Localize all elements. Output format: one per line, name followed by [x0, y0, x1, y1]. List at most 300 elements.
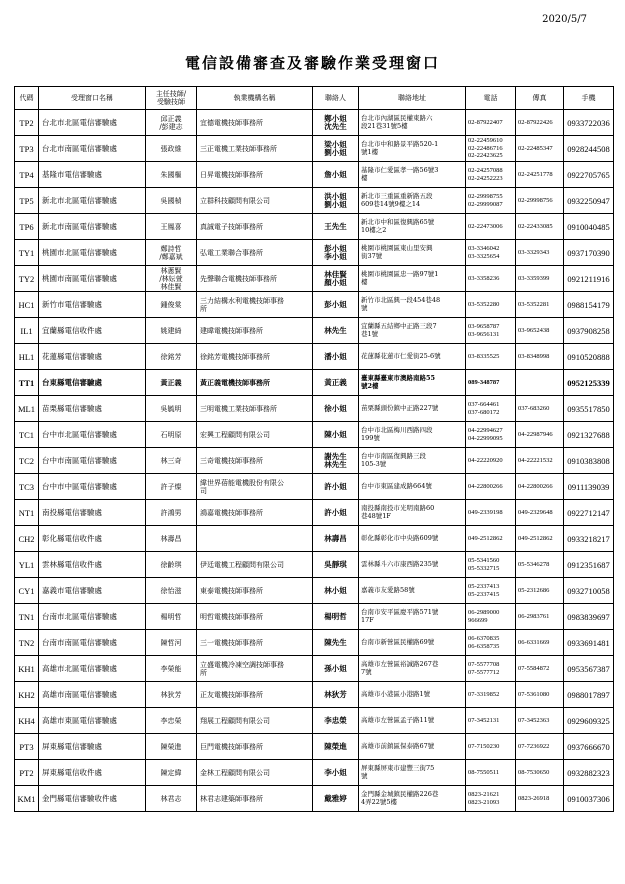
cell-fax	[516, 162, 564, 188]
cell-fax-line: 02-29998756	[518, 196, 553, 204]
cell-fax	[516, 630, 564, 656]
table-row	[15, 786, 614, 812]
cell-address-line: 號2樓	[361, 381, 379, 390]
cell-engineer-line: 陳榮進	[160, 742, 182, 751]
cell-mobile: 0983839697	[564, 604, 614, 630]
cell-phone	[466, 318, 516, 344]
cell-contact-line: 謝先生	[324, 451, 347, 461]
cell-phone	[466, 344, 516, 370]
cell-contact-line: 鄭小姐	[324, 113, 347, 123]
cell-firm-line: 建暐電機技師事務所	[200, 326, 263, 335]
cell-firm	[197, 682, 313, 708]
cell-contact-line: 彭小姐	[324, 299, 347, 309]
cell-engineer-line: 林蔥賢	[160, 266, 182, 275]
cell-code: TP5	[15, 188, 39, 214]
cell-firm-line: 三力結構水利電機技師事務	[200, 296, 284, 305]
header-engineer-line: 主任技師/	[155, 90, 187, 98]
cell-contact	[313, 526, 359, 552]
cell-code: CY1	[15, 578, 39, 604]
cell-phone-line: 02-22459610	[468, 137, 503, 145]
cell-phone	[466, 162, 516, 188]
cell-contact-line: 許小姐	[324, 507, 347, 517]
cell-code: KH2	[15, 682, 39, 708]
cell-address-line: 新北市三重區重新路五段	[361, 192, 433, 200]
cell-fax	[516, 422, 564, 448]
cell-engineer	[146, 630, 197, 656]
cell-address-line: 桃園市桃園區忠一路97號1	[361, 270, 439, 278]
cell-contact-line: 詹小姐	[324, 169, 347, 179]
cell-contact-line: 劉小姐	[324, 147, 347, 157]
cell-contact	[313, 448, 359, 474]
cell-engineer	[146, 552, 197, 578]
cell-engineer	[146, 422, 197, 448]
cell-phone-line: 02-24252223	[468, 174, 503, 182]
cell-code: YL1	[15, 552, 39, 578]
cell-fax-line: 03-8348998	[518, 352, 550, 360]
cell-contact	[313, 682, 359, 708]
cell-engineer-line: 吳毓明	[160, 404, 182, 413]
cell-mobile: 0911139039	[564, 474, 614, 500]
cell-address	[359, 344, 466, 370]
cell-phone-line: 07-3319852	[468, 690, 500, 698]
cell-phone-line: 049-2512862	[468, 534, 503, 542]
cell-mobile: 0910383808	[564, 448, 614, 474]
cell-mobile: 0988154179	[564, 292, 614, 318]
cell-contact-line: 陳榮進	[324, 741, 347, 751]
cell-window: 台南市北區電信審驗處	[39, 604, 146, 630]
cell-firm-line: 宜德電機技師事務所	[200, 118, 263, 127]
table-row	[15, 552, 614, 578]
cell-fax-line: 02-87922426	[518, 118, 553, 126]
cell-mobile: 0912351687	[564, 552, 614, 578]
cell-address-line: 高雄市左營區裕誠路267巷	[361, 660, 439, 668]
cell-fax-line: 037-683260	[518, 404, 550, 412]
cell-address-line: 台北市內湖區民權東路六	[361, 114, 433, 122]
cell-engineer-line: 朱國樞	[160, 170, 182, 179]
cell-contact-line: 林先生	[324, 459, 347, 469]
table-row	[15, 630, 614, 656]
cell-firm-line: 日昇電機技師事務所	[200, 170, 263, 179]
table-row	[15, 526, 614, 552]
cell-firm	[197, 500, 313, 526]
cell-engineer	[146, 266, 197, 292]
cell-contact-line: 徐小姐	[324, 403, 347, 413]
cell-firm-line: 金林工程顧問有限公司	[200, 768, 270, 777]
cell-fax	[516, 656, 564, 682]
cell-contact	[313, 552, 359, 578]
cell-window: 台中市北區電信審驗處	[39, 422, 146, 448]
cell-engineer	[146, 760, 197, 786]
table-row	[15, 578, 614, 604]
table-row	[15, 474, 614, 500]
cell-phone-line: 02-29998755	[468, 193, 503, 200]
cell-contact	[313, 578, 359, 604]
cell-phone-line: 03-9656131	[468, 330, 500, 338]
cell-code: TN1	[15, 604, 39, 630]
cell-window: 基隆市電信審驗處	[39, 162, 146, 188]
cell-engineer-line: 姚建綺	[160, 326, 182, 335]
cell-fax	[516, 786, 564, 812]
cell-engineer-line: 林佳賢	[160, 282, 182, 291]
cell-phone	[466, 136, 516, 162]
cell-address	[359, 448, 466, 474]
cell-contact-line: 陳先生	[324, 637, 347, 647]
cell-fax-line: 03-3329343	[518, 248, 550, 256]
cell-engineer-line: 李忠榮	[160, 716, 182, 725]
cell-address-line: 4弄22號5樓	[361, 797, 398, 806]
cell-phone-line: 05-5341560	[468, 557, 500, 564]
cell-contact	[313, 656, 359, 682]
cell-engineer-line: 張政維	[160, 144, 182, 153]
cell-address-line: 台南市安平區慶平路571號	[361, 608, 439, 616]
cell-phone-line: 03-3346042	[468, 245, 500, 252]
cell-code: NT1	[15, 500, 39, 526]
cell-contact	[313, 604, 359, 630]
cell-contact-line: 顏小姐	[324, 277, 347, 287]
cell-firm	[197, 318, 313, 344]
cell-firm	[197, 578, 313, 604]
cell-window: 台中市南區電信審驗處	[39, 448, 146, 474]
cell-phone	[466, 552, 516, 578]
header-engineer-line: 受驗技師	[157, 98, 185, 106]
table-row	[15, 448, 614, 474]
cell-code: TC2	[15, 448, 39, 474]
table-row	[15, 266, 614, 292]
cell-fax	[516, 266, 564, 292]
cell-firm-line: 翔展工程顧問有限公司	[200, 716, 270, 725]
cell-fax	[516, 240, 564, 266]
cell-fax-line: 03-3359399	[518, 274, 550, 282]
cell-firm	[197, 188, 313, 214]
cell-contact	[313, 318, 359, 344]
table-row	[15, 422, 614, 448]
cell-code: KH4	[15, 708, 39, 734]
cell-contact	[313, 708, 359, 734]
cell-code: TC1	[15, 422, 39, 448]
cell-fax-line: 0823-26918	[518, 794, 550, 802]
cell-mobile: 0953567387	[564, 656, 614, 682]
cell-engineer	[146, 656, 197, 682]
table-row	[15, 734, 614, 760]
cell-contact-line: 黃正義	[324, 377, 347, 387]
cell-window: 雲林縣電信收件處	[39, 552, 146, 578]
cell-contact-line: 許小姐	[324, 481, 347, 491]
cell-fax-line: 06-6331669	[518, 638, 550, 646]
header-fax: 傳真	[516, 87, 564, 110]
cell-code: ML1	[15, 396, 39, 422]
cell-address	[359, 500, 466, 526]
cell-engineer	[146, 578, 197, 604]
cell-firm	[197, 266, 313, 292]
cell-firm	[197, 344, 313, 370]
cell-fax	[516, 136, 564, 162]
cell-firm	[197, 656, 313, 682]
cell-engineer-line: /彭建志	[159, 122, 183, 131]
cell-phone	[466, 526, 516, 552]
cell-mobile: 0922705765	[564, 162, 614, 188]
cell-engineer	[146, 136, 197, 162]
cell-code: KH1	[15, 656, 39, 682]
cell-firm	[197, 786, 313, 812]
header-address: 聯絡地址	[359, 87, 466, 110]
cell-contact	[313, 344, 359, 370]
cell-firm	[197, 422, 313, 448]
cell-address-line: 彰化縣彰化市中央路609號	[361, 533, 439, 542]
cell-address-line: 10樓之2	[361, 225, 387, 234]
cell-window: 新北市南區電信審驗處	[39, 214, 146, 240]
cell-code: TN2	[15, 630, 39, 656]
cell-phone-line: 03-8335525	[468, 352, 500, 360]
cell-engineer	[146, 318, 197, 344]
cell-mobile: 0910037306	[564, 786, 614, 812]
cell-firm	[197, 708, 313, 734]
cell-code: PT3	[15, 734, 39, 760]
cell-fax	[516, 448, 564, 474]
cell-code: TP2	[15, 110, 39, 136]
cell-window: 宜蘭縣電信收件處	[39, 318, 146, 344]
cell-phone-line: 06-6358735	[468, 642, 500, 650]
cell-phone-line: 089-348787	[468, 378, 500, 386]
cell-engineer	[146, 682, 197, 708]
cell-code: TP4	[15, 162, 39, 188]
cell-address-line: 199號	[361, 433, 380, 442]
cell-address-line: 屏東縣屏東市建豐三街75	[361, 764, 435, 772]
cell-firm-line: 黃正義電機技師事務所	[200, 377, 270, 387]
cell-phone	[466, 266, 516, 292]
cell-phone	[466, 214, 516, 240]
cell-firm-line: 所	[200, 668, 207, 677]
cell-contact	[313, 136, 359, 162]
cell-fax	[516, 188, 564, 214]
cell-code: PT2	[15, 760, 39, 786]
header-mobile: 手機	[564, 87, 614, 110]
table-row	[15, 162, 614, 188]
cell-engineer	[146, 604, 197, 630]
cell-phone	[466, 578, 516, 604]
cell-phone	[466, 604, 516, 630]
cell-firm-line: 司	[200, 486, 207, 495]
cell-engineer	[146, 396, 197, 422]
cell-fax	[516, 578, 564, 604]
cell-mobile: 0937666670	[564, 734, 614, 760]
cell-address	[359, 708, 466, 734]
cell-code: TP3	[15, 136, 39, 162]
cell-fax	[516, 110, 564, 136]
cell-address-line: 7號	[361, 667, 372, 676]
cell-engineer	[146, 708, 197, 734]
cell-phone-line: 02-87922407	[468, 118, 503, 126]
cell-contact-line: 吳靜琪	[324, 559, 347, 569]
cell-phone-line: 037-664461	[468, 401, 500, 408]
cell-window: 高雄市南區電信審驗處	[39, 682, 146, 708]
cell-firm-line: 明哲電機技師事務所	[200, 612, 263, 621]
cell-contact-line: 李忠榮	[324, 715, 347, 725]
cell-contact-line: 林壽昌	[324, 533, 347, 543]
cell-fax	[516, 344, 564, 370]
cell-address	[359, 682, 466, 708]
cell-phone-line: 06-2989000	[468, 609, 500, 616]
cell-code: TY1	[15, 240, 39, 266]
cell-phone-line: 03-9658787	[468, 323, 500, 330]
cell-engineer-line: 林狄芳	[160, 690, 182, 699]
cell-phone-line: 02-22486716	[468, 144, 503, 152]
cell-address-line: 新竹市北區興一段454巷48	[361, 296, 441, 304]
cell-phone	[466, 292, 516, 318]
cell-mobile: 0988017897	[564, 682, 614, 708]
header-code: 代碼	[15, 87, 39, 110]
table-row	[15, 318, 614, 344]
cell-mobile: 0935517850	[564, 396, 614, 422]
page-title: 電信設備審查及審驗作業受理窗口	[184, 54, 440, 72]
cell-mobile: 0921211916	[564, 266, 614, 292]
cell-fax	[516, 734, 564, 760]
cell-firm	[197, 604, 313, 630]
cell-fax-line: 05-5346278	[518, 560, 550, 568]
cell-fax	[516, 500, 564, 526]
cell-phone-line: 07-5577712	[468, 668, 500, 676]
cell-phone	[466, 110, 516, 136]
cell-contact	[313, 370, 359, 396]
cell-phone	[466, 630, 516, 656]
cell-firm	[197, 760, 313, 786]
cell-contact-line: 劉小姐	[324, 199, 347, 209]
cell-firm	[197, 526, 313, 552]
cell-fax-line: 04-22221532	[518, 456, 553, 464]
cell-contact-line: 戴雅婷	[324, 793, 347, 803]
cell-address-line: 基隆市仁愛區孝一路56號3	[361, 166, 439, 174]
cell-phone-line: 02-24257088	[468, 167, 503, 174]
cell-engineer-line: 楊明哲	[160, 612, 182, 621]
cell-mobile: 0929609325	[564, 708, 614, 734]
cell-phone	[466, 786, 516, 812]
cell-window: 屏東縣電信審驗處	[39, 734, 146, 760]
cell-phone	[466, 396, 516, 422]
cell-address-line: 17F	[361, 615, 374, 624]
cell-phone-line: 05-2337413	[468, 583, 500, 590]
cell-address	[359, 474, 466, 500]
cell-fax-line: 05-2312686	[518, 586, 550, 594]
cell-firm-line: 正友電機技師事務所	[200, 690, 263, 699]
cell-address-line: 雲林縣斗六市康西路235號	[361, 559, 439, 568]
header-window: 受理窗口名稱	[39, 87, 146, 110]
cell-address	[359, 578, 466, 604]
cell-address	[359, 188, 466, 214]
cell-engineer	[146, 214, 197, 240]
cell-address-line: 台中市南區復興路三段	[361, 452, 426, 460]
cell-engineer	[146, 786, 197, 812]
cell-engineer-line: 陳定緯	[160, 768, 182, 777]
cell-fax	[516, 604, 564, 630]
table-row	[15, 682, 614, 708]
cell-window: 屏東縣電信收件處	[39, 760, 146, 786]
cell-window: 高雄市北區電信審驗處	[39, 656, 146, 682]
cell-phone	[466, 422, 516, 448]
cell-address-line: 段21巷31號5樓	[361, 121, 408, 130]
cell-address	[359, 526, 466, 552]
cell-mobile: 0952125339	[564, 370, 614, 396]
cell-firm-line: 緯世界蓓能電機股份有限公	[200, 478, 284, 487]
cell-engineer-line: 石明原	[160, 430, 182, 439]
cell-window: 台東縣電信審驗處	[39, 370, 146, 396]
cell-phone-line: 049-2339198	[468, 508, 503, 516]
cell-mobile: 0921327688	[564, 422, 614, 448]
cell-address	[359, 162, 466, 188]
cell-firm-line: 徐銘芳電機技師事務所	[200, 352, 270, 361]
cell-mobile: 0937908258	[564, 318, 614, 344]
cell-firm-line: 伊廷電機工程顧問有限公司	[200, 560, 284, 569]
cell-engineer	[146, 162, 197, 188]
cell-phone	[466, 734, 516, 760]
cell-contact-line: 林狄芳	[324, 689, 347, 699]
table-row	[15, 136, 614, 162]
cell-engineer	[146, 526, 197, 552]
cell-contact-line: 林先生	[324, 325, 347, 335]
cell-mobile: 0937170390	[564, 240, 614, 266]
cell-fax	[516, 760, 564, 786]
cell-phone-line: 02-29999087	[468, 200, 503, 208]
cell-mobile: 0928244508	[564, 136, 614, 162]
cell-address	[359, 266, 466, 292]
cell-engineer-line: 陳哲河	[160, 638, 182, 647]
cell-fax	[516, 708, 564, 734]
cell-address-line: 號1樓	[361, 147, 379, 156]
cell-address	[359, 656, 466, 682]
cell-engineer-line: 許子燦	[160, 482, 182, 491]
cell-address-line: 新北市中和區復興路65號	[361, 218, 435, 226]
cell-address-line: 高雄市左營區孟子路11號	[361, 715, 435, 724]
cell-address-line: 街37號	[361, 251, 383, 260]
cell-firm	[197, 734, 313, 760]
cell-firm-line: 東泰電機技師事務所	[200, 586, 263, 595]
cell-contact	[313, 474, 359, 500]
cell-engineer	[146, 448, 197, 474]
cell-code: TC3	[15, 474, 39, 500]
cell-address	[359, 604, 466, 630]
cell-fax-line: 049-2329648	[518, 508, 553, 516]
cell-engineer	[146, 292, 197, 318]
cell-address	[359, 110, 466, 136]
cell-window: 台北市南區電信審驗處	[39, 136, 146, 162]
header-firm: 執業機構名稱	[197, 87, 313, 110]
cell-contact	[313, 292, 359, 318]
cell-contact	[313, 266, 359, 292]
cell-phone-line: 02-22473006	[468, 222, 503, 230]
table-row	[15, 240, 614, 266]
cell-fax	[516, 318, 564, 344]
cell-fax-line: 03-9652438	[518, 326, 550, 334]
cell-phone-line: 06-6370835	[468, 635, 500, 642]
cell-phone-line: 07-5577708	[468, 661, 500, 668]
cell-contact	[313, 396, 359, 422]
cell-engineer-line: 邱正義	[160, 114, 182, 123]
cell-address-line: 宜蘭縣五結鄉中正路三段7	[361, 322, 437, 330]
cell-contact-line: 楊明哲	[324, 611, 347, 621]
cell-fax	[516, 396, 564, 422]
header-phone: 電話	[466, 87, 516, 110]
cell-address	[359, 292, 466, 318]
cell-mobile: 0933722036	[564, 110, 614, 136]
table-row	[15, 344, 614, 370]
cell-phone	[466, 474, 516, 500]
cell-firm	[197, 292, 313, 318]
table-row	[15, 396, 614, 422]
cell-address	[359, 760, 466, 786]
cell-fax-line: 06-2983761	[518, 612, 550, 620]
cell-contact	[313, 188, 359, 214]
cell-window: 台北市北區電信審驗處	[39, 110, 146, 136]
cell-phone-line: 04-22220920	[468, 456, 503, 464]
cell-fax-line: 03-5352281	[518, 300, 550, 308]
